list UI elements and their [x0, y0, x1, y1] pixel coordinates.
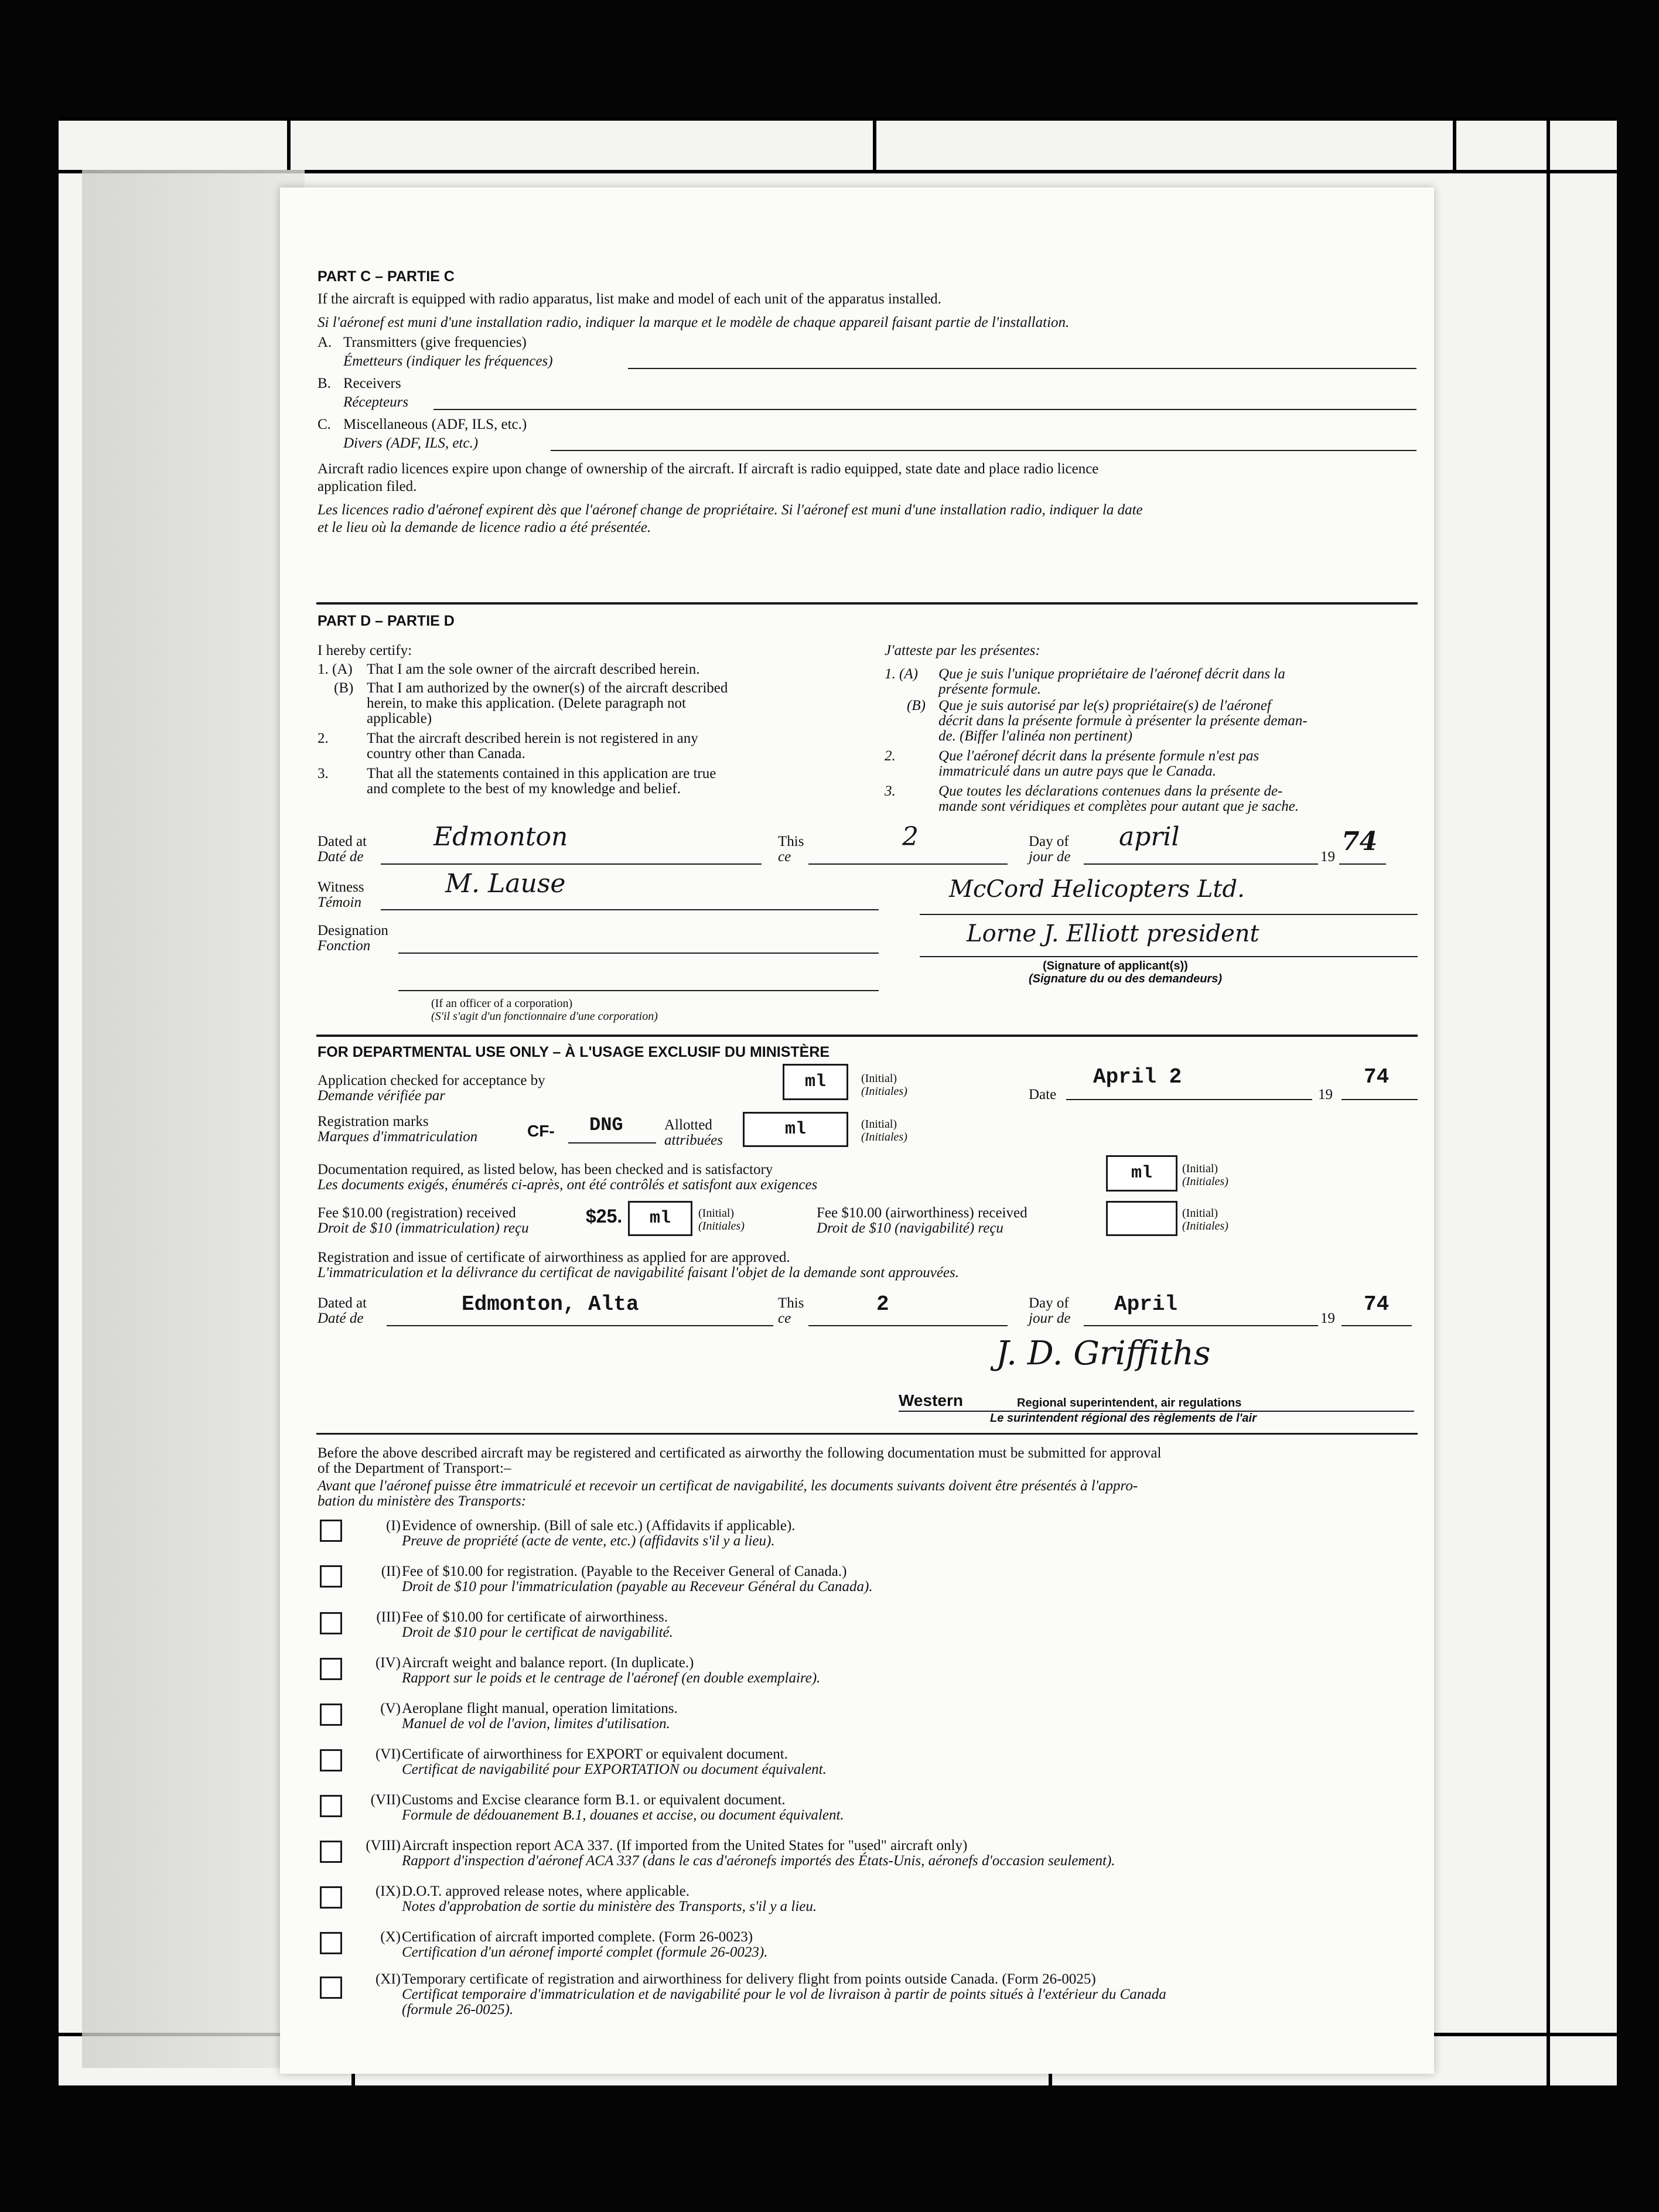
doc-initial-caption: (Initial) — [1182, 1162, 1218, 1175]
officer-note-fr: (S'il s'agit d'un fonctionnaire d'une corporation) — [431, 1010, 658, 1023]
item-3-fr: Droit de $10 pour le certificat de navigabilité. — [402, 1624, 673, 1640]
officer-line[interactable] — [398, 990, 879, 991]
item-5-en: Aeroplane flight manual, operation limitations. — [402, 1701, 678, 1716]
fee-reg-initial-caption-fr: (Initiales) — [698, 1220, 745, 1233]
misc-label: Miscellaneous (ADF, ILS, etc.) — [343, 417, 527, 432]
superintendent-title: Regional superintendent, air regulations — [1017, 1397, 1242, 1409]
item-10-fr: Certification d'un aéronef importé complet (formule 26-0023). — [402, 1944, 768, 1960]
item-8-num: (VIII) — [366, 1838, 401, 1853]
part-c-intro-fr: Si l'aéronef est muni d'une installation radio, indiquer la marque et le modèle de chaque appareil faisant partie de l'installation. — [318, 315, 1070, 330]
en-1b-2: herein, to make this application. (Delete paragraph not — [367, 695, 686, 711]
part-c-heading: PART C – PARTIE C — [318, 268, 455, 285]
fr-1b-3: de. (Biffer l'alinéa non pertinent) — [938, 728, 1132, 744]
dept-year2-prefix: 19 — [1320, 1310, 1335, 1326]
checkbox-item-9[interactable] — [320, 1886, 342, 1909]
item-a-label: A. — [318, 334, 332, 350]
reg-marks-value: DNG — [589, 1114, 623, 1136]
doc-checked-label-fr: Les documents exigés, énumérés ci-après, ont été contrôlés et satisfont aux exigences — [318, 1177, 818, 1193]
day-of-label: Day of — [1029, 834, 1069, 849]
frame-top-edge — [59, 117, 1617, 121]
item-2-num: (II) — [381, 1564, 401, 1579]
misc-line[interactable] — [551, 450, 1416, 451]
item-7-en: Customs and Excise clearance form B.1. or equivalent document. — [402, 1792, 786, 1808]
reg-marks-line[interactable] — [568, 1142, 656, 1143]
superintendent-title-fr: Le surintendent régional des règlements de l'air — [990, 1412, 1257, 1425]
item-1-num: (I) — [386, 1518, 401, 1534]
year-line[interactable] — [1339, 863, 1386, 865]
fee-reg-label: Fee $10.00 (registration) received — [318, 1205, 516, 1221]
checkbox-item-11[interactable] — [320, 1977, 342, 1999]
reg-marks-label-fr: Marques d'immatriculation — [318, 1129, 478, 1145]
item-8-en: Aircraft inspection report ACA 337. (If imported from the United States for "used" aircraft only) — [402, 1838, 968, 1853]
certify-en: I hereby certify: — [318, 643, 412, 658]
item-2-fr: Droit de $10 pour l'immatriculation (payable au Receveur Général du Canada). — [402, 1579, 873, 1595]
date-line[interactable] — [1066, 1099, 1312, 1100]
allotted-initial-box[interactable]: ml — [743, 1112, 848, 1147]
witness-line[interactable] — [381, 909, 879, 910]
item-4-num: (IV) — [375, 1655, 401, 1671]
this-line[interactable] — [808, 863, 1008, 865]
item-9-fr: Notes d'approbation de sortie du ministère des Transports, s'il y a lieu. — [402, 1899, 817, 1914]
en-1a-num: 1. (A) — [318, 661, 353, 677]
checked-label-fr: Demande vérifiée par — [318, 1088, 445, 1104]
checkbox-item-6[interactable] — [320, 1749, 342, 1771]
dept-dated-at-label-fr: Daté de — [318, 1310, 364, 1326]
licence-note-en-1: Aircraft radio licences expire upon change of ownership of the aircraft. If aircraft is radio equipped, state date and place radio licence — [318, 461, 1099, 477]
item-6-fr: Certificat de navigabilité pour EXPORTATION ou document équivalent. — [402, 1762, 827, 1777]
en-3-2: and complete to the best of my knowledge and belief. — [367, 781, 681, 797]
part-c-intro-en: If the aircraft is equipped with radio apparatus, list make and model of each unit of the apparatus installed. — [318, 291, 941, 307]
dept-dated-at-line[interactable] — [387, 1325, 773, 1326]
item-4-en: Aircraft weight and balance report. (In duplicate.) — [402, 1655, 694, 1671]
en-1b-num: (B) — [334, 680, 354, 696]
this-value: 2 — [902, 822, 919, 852]
day-of-value: april — [1119, 822, 1180, 852]
item-5-num: (V) — [380, 1701, 401, 1716]
dated-at-label-fr: Daté de — [318, 849, 364, 865]
dept-year2-line[interactable] — [1341, 1325, 1412, 1326]
item-2-en: Fee of $10.00 for registration. (Payable to the Receiver General of Canada.) — [402, 1564, 847, 1579]
item-6-num: (VI) — [375, 1746, 401, 1762]
fr-1a-num: 1. (A) — [885, 666, 918, 682]
item-6-en: Certificate of airworthiness for EXPORT or equivalent document. — [402, 1746, 788, 1762]
dept-this-label-fr: ce — [778, 1310, 791, 1326]
witness-signature: M. Lause — [445, 869, 566, 899]
date-label: Date — [1029, 1087, 1057, 1102]
item-b-label: B. — [318, 376, 331, 391]
frame-tick-1 — [287, 117, 291, 173]
dept-year2-value: 74 — [1364, 1292, 1390, 1316]
day-of-label-fr: jour de — [1029, 849, 1071, 865]
frame-tick-2 — [873, 117, 876, 173]
checkbox-item-3[interactable] — [320, 1612, 342, 1634]
dept-this-label: This — [778, 1295, 804, 1311]
reg-prefix: CF- — [527, 1122, 555, 1140]
doc-initial-caption-fr: (Initiales) — [1182, 1175, 1228, 1188]
checkbox-item-4[interactable] — [320, 1658, 342, 1680]
fee-air-initial-box[interactable] — [1106, 1201, 1177, 1236]
licence-note-en-2: application filed. — [318, 479, 417, 494]
dept-this-line[interactable] — [808, 1325, 1008, 1326]
frame-tick-3 — [1453, 117, 1456, 173]
dated-at-value: Edmonton — [433, 822, 568, 852]
dept-year-line[interactable] — [1341, 1099, 1418, 1100]
superintendent-signature: J. D. Griffiths — [996, 1334, 1211, 1373]
item-1-en: Evidence of ownership. (Bill of sale etc.) (Affidavits if applicable). — [402, 1518, 796, 1534]
signature-label-fr: (Signature du ou des demandeurs) — [1029, 972, 1223, 985]
part-c-divider — [316, 602, 1418, 605]
req-intro-fr-2: bation du ministère des Transports: — [318, 1493, 527, 1509]
item-9-num: (IX) — [375, 1883, 401, 1899]
item-10-num: (X) — [380, 1929, 401, 1945]
checked-initial-caption-fr: (Initiales) — [861, 1085, 907, 1098]
allotted-label: Allotted — [664, 1117, 712, 1133]
receivers-label: Receivers — [343, 376, 401, 391]
item-8-fr: Rapport d'inspection d'aéronef ACA 337 (dans le cas d'aéronefs importés des États-Unis, aéronefs d'occasion seulement). — [402, 1853, 1115, 1869]
fr-3-num: 3. — [885, 783, 896, 799]
date-value: April 2 — [1093, 1065, 1182, 1089]
dept-day-of-label: Day of — [1029, 1295, 1069, 1311]
en-2-1: That the aircraft described herein is not registered in any — [367, 730, 698, 746]
en-2-2: country other than Canada. — [367, 746, 525, 762]
fr-1b-2: décrit dans la présente formule à présenter la présente deman- — [938, 713, 1308, 729]
checked-label: Application checked for acceptance by — [318, 1073, 545, 1088]
witness-label-fr: Témoin — [318, 895, 361, 910]
item-7-num: (VII) — [370, 1792, 401, 1808]
dept-this-value: 2 — [876, 1292, 889, 1316]
en-1b-1: That I am authorized by the owner(s) of the aircraft described — [367, 680, 728, 696]
dated-at-label: Dated at — [318, 834, 367, 849]
item-5-fr: Manuel de vol de l'avion, limites d'utilisation. — [402, 1716, 670, 1732]
fee-reg-amount: $25. — [586, 1206, 623, 1227]
dept-dated-at-label: Dated at — [318, 1295, 367, 1311]
checkbox-item-2[interactable] — [320, 1565, 342, 1588]
doc-initial-box[interactable]: ml — [1106, 1155, 1177, 1192]
shadow-strip — [82, 170, 305, 2068]
frame-right-rule — [1547, 117, 1550, 2085]
checked-initial-caption: (Initial) — [861, 1072, 897, 1085]
item-7-fr: Formule de dédouanement B.1, douanes et accise, ou document équivalent. — [402, 1807, 844, 1823]
designation-line[interactable] — [398, 953, 879, 954]
item-10-en: Certification of aircraft imported complete. (Form 26-0023) — [402, 1929, 753, 1945]
allotted-label-fr: attribuées — [664, 1132, 723, 1148]
dept-heading: FOR DEPARTMENTAL USE ONLY – À L'USAGE EXCLUSIF DU MINISTÈRE — [318, 1044, 830, 1060]
witness-label: Witness — [318, 879, 364, 895]
signature-label: (Signature of applicant(s)) — [1043, 960, 1188, 972]
dept-day-of-value: April — [1114, 1292, 1178, 1316]
fr-3-1: Que toutes les déclarations contenues dans la présente de- — [938, 783, 1283, 799]
req-intro-en-2: of the Department of Transport:– — [318, 1460, 511, 1476]
dept-divider — [316, 1433, 1418, 1435]
item-11-fr: Certificat temporaire d'immatriculation et de navigabilité pour le vol de livraison à partir de points situés à l'extérieur du Canada — [402, 1986, 1166, 2002]
licence-note-fr-2: et le lieu où la demande de licence radio a été présentée. — [318, 520, 651, 535]
fee-reg-label-fr: Droit de $10 (immatriculation) reçu — [318, 1220, 529, 1236]
part-d-heading: PART D – PARTIE D — [318, 613, 455, 629]
transmitters-label: Transmitters (give frequencies) — [343, 334, 527, 350]
receivers-line[interactable] — [433, 409, 1416, 410]
fr-1b-num: (B) — [907, 698, 926, 714]
item-3-en: Fee of $10.00 for certificate of airworthiness. — [402, 1609, 668, 1625]
checked-initial-box[interactable]: ml — [783, 1064, 848, 1100]
fee-air-label: Fee $10.00 (airworthiness) received — [817, 1205, 1028, 1221]
designation-label: Designation — [318, 923, 388, 938]
allotted-initial-caption-fr: (Initiales) — [861, 1131, 907, 1143]
certify-fr: J'atteste par les présentes: — [885, 643, 1040, 658]
approval-fr: L'immatriculation et la délivrance du certificat de navigabilité faisant l'objet de la demande sont approuvées. — [318, 1265, 959, 1281]
transmitters-label-fr: Émetteurs (indiquer les fréquences) — [343, 353, 553, 369]
dept-dated-at-value: Edmonton, Alta — [462, 1292, 639, 1316]
fr-2-2: immatriculé dans un autre pays que le Canada. — [938, 763, 1217, 779]
item-11-fr-2: (formule 26-0025). — [402, 2002, 514, 2018]
receivers-label-fr: Récepteurs — [343, 394, 409, 410]
req-intro-fr-1: Avant que l'aéronef puisse être immatriculé et recevoir un certificat de navigabilité, les documents suivants doivent être présentés à l'appro- — [318, 1478, 1138, 1494]
req-intro-en-1: Before the above described aircraft may be registered and certificated as airworthy the following documentation must be submitted for approval — [318, 1445, 1162, 1461]
year-value: 74 — [1341, 827, 1378, 856]
checkbox-item-8[interactable] — [320, 1841, 342, 1863]
dept-year-prefix: 19 — [1318, 1087, 1333, 1102]
fr-1a-2: présente formule. — [938, 681, 1041, 697]
doc-checked-label: Documentation required, as listed below, has been checked and is satisfactory — [318, 1162, 773, 1177]
approval-en: Registration and issue of certificate of airworthiness as applied for are approved. — [318, 1250, 790, 1265]
item-1-fr: Preuve de propriété (acte de vente, etc.) (affidavits s'il y a lieu). — [402, 1533, 775, 1549]
part-d-divider — [316, 1035, 1418, 1037]
company-name-handwritten: McCord Helicopters Ltd. — [949, 876, 1245, 903]
en-2-num: 2. — [318, 730, 329, 746]
checkbox-item-7[interactable] — [320, 1795, 342, 1817]
region-value: Western — [899, 1391, 963, 1409]
en-3-1: That all the statements contained in this application are true — [367, 766, 716, 781]
this-label-fr: ce — [778, 849, 791, 865]
dated-at-line[interactable] — [381, 863, 762, 865]
item-3-num: (III) — [376, 1609, 401, 1625]
allotted-initial-caption: (Initial) — [861, 1118, 897, 1131]
company-line[interactable] — [920, 914, 1418, 915]
reg-marks-label: Registration marks — [318, 1114, 429, 1129]
fee-reg-initial-caption: (Initial) — [698, 1207, 735, 1220]
fr-1b-1: Que je suis autorisé par le(s) propriétaire(s) de l'aéronef — [938, 698, 1271, 714]
fee-reg-initial-box[interactable]: ml — [628, 1201, 692, 1236]
misc-label-fr: Divers (ADF, ILS, etc.) — [343, 435, 479, 451]
fr-3-2: mande sont véridiques et complètes pour autant que je sache. — [938, 798, 1299, 814]
officer-note: (If an officer of a corporation) — [431, 997, 573, 1010]
fr-2-num: 2. — [885, 748, 896, 764]
licence-note-fr-1: Les licences radio d'aéronef expirent dès que l'aéronef change de propriétaire. Si l'aéronef est muni d'une installation radio, indiquer la date — [318, 502, 1143, 518]
item-11-num: (XI) — [375, 1971, 401, 1987]
year-prefix: 19 — [1320, 849, 1335, 865]
item-11-en: Temporary certificate of registration and airworthiness for delivery flight from points outside Canada. (Form 26-0025) — [402, 1971, 1096, 1987]
item-c-label: C. — [318, 417, 331, 432]
fee-air-initial-caption-fr: (Initiales) — [1182, 1220, 1228, 1233]
dept-day-of-line[interactable] — [1084, 1325, 1318, 1326]
item-4-fr: Rapport sur le poids et le centrage de l'aéronef (en double exemplaire). — [402, 1670, 821, 1686]
item-9-en: D.O.T. approved release notes, where applicable. — [402, 1883, 689, 1899]
day-of-line[interactable] — [1084, 863, 1318, 865]
applicant-signature: Lorne J. Elliott president — [967, 920, 1259, 947]
en-1b-3: applicable) — [367, 711, 432, 726]
en-3-num: 3. — [318, 766, 329, 781]
checkbox-item-10[interactable] — [320, 1932, 342, 1954]
dept-year-value: 74 — [1364, 1065, 1390, 1089]
fr-2-1: Que l'aéronef décrit dans la présente formule n'est pas — [938, 748, 1259, 764]
fr-1a-1: Que je suis l'unique propriétaire de l'aéronef décrit dans la — [938, 666, 1285, 682]
checkbox-item-5[interactable] — [320, 1704, 342, 1726]
en-1a: That I am the sole owner of the aircraft described herein. — [367, 661, 700, 677]
dept-day-of-label-fr: jour de — [1029, 1310, 1071, 1326]
signature-line[interactable] — [920, 956, 1418, 957]
fee-air-label-fr: Droit de $10 (navigabilité) reçu — [817, 1220, 1003, 1236]
fee-air-initial-caption: (Initial) — [1182, 1207, 1218, 1220]
this-label: This — [778, 834, 804, 849]
transmitters-line[interactable] — [628, 368, 1416, 369]
checkbox-item-1[interactable] — [320, 1520, 342, 1542]
designation-label-fr: Fonction — [318, 938, 371, 954]
